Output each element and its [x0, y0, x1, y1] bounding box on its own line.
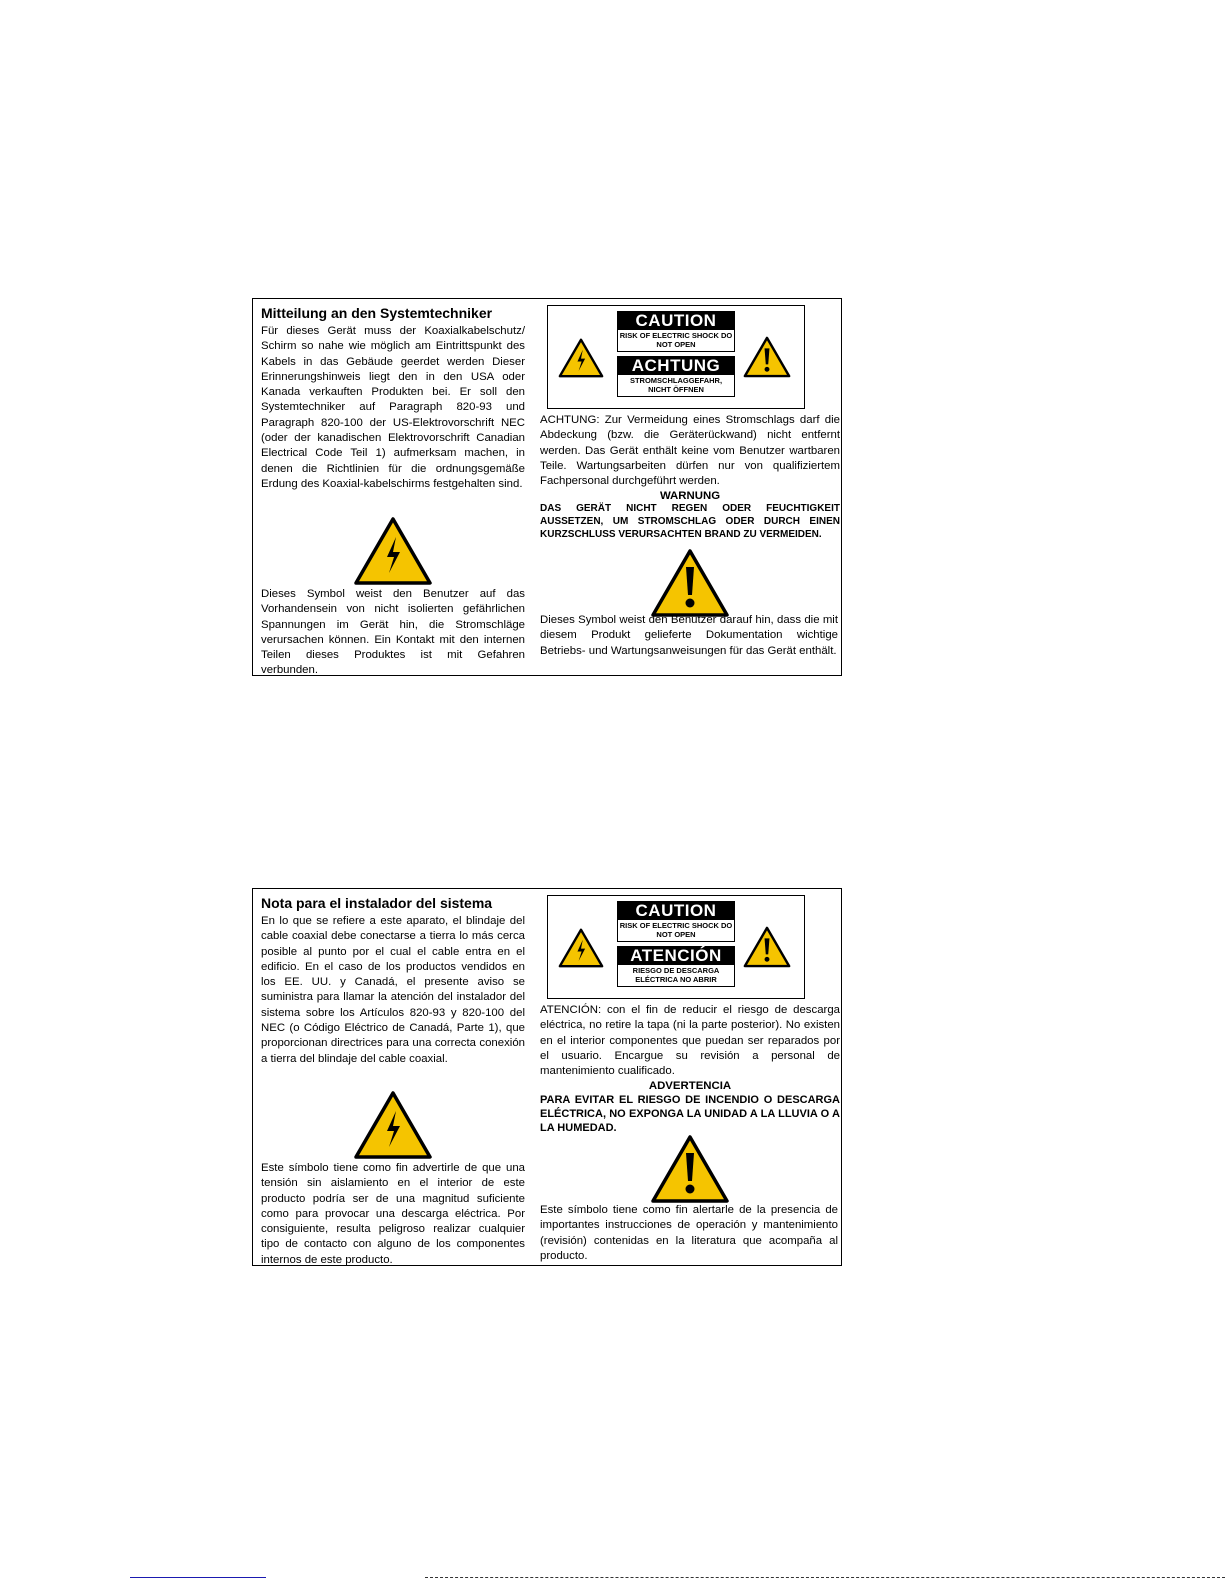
safety-notice-german	[252, 298, 842, 676]
grounding-text: Für dieses Gerät muss der Koaxialkabelschutz/ Schirm so nahe wie möglich am Eintrittspunkt des Kabels in das Gebäude geerdet werden Dieser Erinnerungshinweis liegt den in den USA oder Kanada verkauften Produkten bei. Er soll den Systemtechniker auf Paragraph 820-93 und Paragraph 820-100 der US-Elektrovorschrift NEC (oder der kanadischen Elektrovorschrift Canadian Electrical Code Teil 1) aufmerksam machen, in denen die Richtlinien für die ordnungsgemäße Erdung des Koaxial-kabelschirms festgehalten sind.	[261, 325, 525, 490]
caution-title: CAUTION	[617, 311, 735, 330]
caution-title: CAUTION	[617, 901, 735, 920]
general-warning-icon	[743, 336, 791, 378]
electric-shock-warning-icon	[558, 338, 604, 378]
exclamation-symbol	[540, 1135, 840, 1208]
footer-rule	[425, 1577, 1225, 1578]
electric-shock-warning-icon	[354, 1091, 432, 1159]
safety-notice-spanish	[252, 888, 842, 1266]
warning-title: WARNUNG	[659, 490, 721, 503]
manual-symbol-text: Dieses Symbol weist den Benutzer darauf hin, dass die mit diesem Produkt gelieferte Dokumentation wichtige Betriebs- und Wartungsanweisungen für das Gerät enthält.	[540, 614, 838, 657]
local-caution-title: ACHTUNG	[617, 356, 735, 375]
manual-symbol-text: Este símbolo tiene como fin alertarle de la presencia de importantes instrucciones de operación y mantenimiento (revisión) contenidas en la literatura que acompaña al producto.	[540, 1204, 838, 1262]
notice-heading: Mitteilung an den Systemtechniker	[261, 305, 493, 321]
shock-symbol-text: Dieses Symbol weist den Benutzer auf das Vorhandensein von nicht isolierten gefährlichen Spannungen im Gerät hin, die Stromschläge verursachen können. Ein Kontakt mit den internen Teilen dieses Produktes ist mit Gefahren verbunden.	[261, 588, 525, 677]
warning-text: DAS GERÄT NICHT REGEN ODER FEUCHTIGKEIT AUSSETZEN, UM STROMSCHLAG ODER DURCH EINEN KURZSCHLUSS VERURSACHTEN BRAND ZU VERMEIDEN.	[540, 503, 840, 540]
general-warning-icon	[743, 926, 791, 968]
caution-label	[547, 895, 805, 999]
caution-text: ATENCIÓN: con el fin de reducir el riesgo de descarga eléctrica, no retire la tapa (ni la parte posterior). No existen en el interior componentes que puedan ser reparados por el usuario. Encargue su revisión a personal de mantenimiento cualificado.	[540, 1004, 840, 1078]
electric-shock-warning-icon	[558, 928, 604, 968]
local-caution-subtitle: STROMSCHLAGGEFAHR, NICHT ÖFFNEN	[617, 375, 735, 397]
local-caution-subtitle: RIESGO DE DESCARGA ELÉCTRICA NO ABRIR	[617, 965, 735, 987]
general-warning-icon	[650, 1135, 730, 1203]
warning-title: ADVERTENCIA	[648, 1080, 732, 1093]
left-column	[261, 895, 525, 1266]
notice-heading: Nota para el instalador del sistema	[261, 895, 493, 911]
caution-text: ACHTUNG: Zur Vermeidung eines Stromschlags darf die Abdeckung (bzw. die Geräterückwand) nicht entfernt werden. Das Gerät enthält keine vom Benutzer wartbaren Teile. Wartungsarbeiten dürfen nur von qualifiziertem Fachpersonal durchgeführt werden.	[540, 414, 840, 488]
electric-shock-warning-icon	[354, 517, 432, 585]
caution-label-center	[617, 311, 735, 401]
exclamation-symbol	[540, 549, 840, 622]
lightning-symbol	[261, 517, 525, 590]
caution-label	[547, 305, 805, 409]
lightning-symbol	[261, 1091, 525, 1164]
left-column	[261, 305, 525, 677]
right-column	[540, 305, 840, 657]
caution-subtitle: RISK OF ELECTRIC SHOCK DO NOT OPEN	[617, 920, 735, 942]
caution-subtitle: RISK OF ELECTRIC SHOCK DO NOT OPEN	[617, 330, 735, 352]
caution-label-center	[617, 901, 735, 991]
shock-symbol-text: Este símbolo tiene como fin advertirle de que una tensión sin aislamiento en el interior de este producto podría ser de una magnitud suficiente como para provocar una descarga eléctrica. Por consiguiente, resulta peligroso realizar cualquier tipo de contacto con alguno de los componentes internos de este producto.	[261, 1162, 525, 1266]
right-column	[540, 895, 840, 1262]
grounding-text: En lo que se refiere a este aparato, el blindaje del cable coaxial debe conectarse a tierra lo más cerca posible al punto por el cual el cable entra en el edificio. En el caso de los productos vendidos en los EE. UU. y Canadá, el presente aviso se suministra para llamar la atención del instalador del sistema sobre los Artículos 820-93 y 820-100 del NEC (o Código Eléctrico de Canadá, Parte 1), que proporcionan directrices para una correcta conexión a tierra del blindaje del cable coaxial.	[261, 915, 525, 1065]
footer-link-underline	[130, 1577, 266, 1578]
general-warning-icon	[650, 549, 730, 617]
warning-text: PARA EVITAR EL RIESGO DE INCENDIO O DESCARGA ELÉCTRICA, NO EXPONGA LA UNIDAD A LA LLUVIA O A LA HUMEDAD.	[540, 1094, 840, 1135]
local-caution-title: ATENCIÓN	[617, 946, 735, 965]
